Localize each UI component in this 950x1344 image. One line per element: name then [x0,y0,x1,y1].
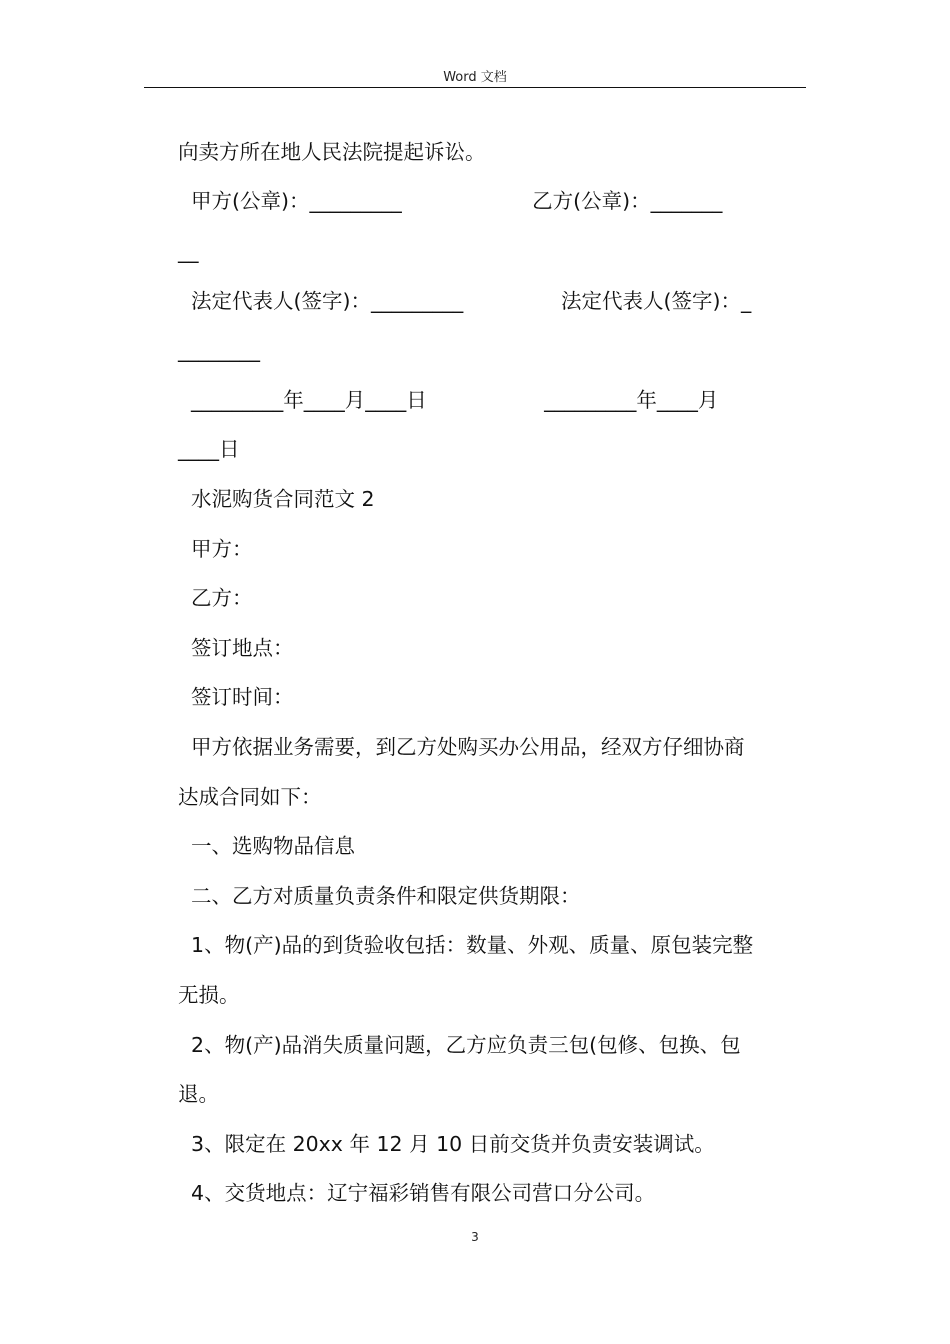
text-line: 4、交货地点：辽宁福彩销售有限公司营口分公司。 [178,1181,656,1205]
text-line: 签订地点： [178,636,294,660]
text-line: ____日 [178,437,240,461]
text-line: 乙方： [178,586,253,610]
text-line: 甲方依据业务需要，到乙方处购买办公用品，经双方仔细协商 [178,735,745,759]
section-title: 水泥购货合同范文 2 [178,487,375,511]
text-line: 2、物(产)品消失质量问题，乙方应负责三包(包修、包换、包 [178,1033,741,1057]
text-line: 甲方： [178,537,253,561]
text-line: __ [178,239,199,263]
text-line: 一、选购物品信息 [178,834,356,858]
text-line: 达成合同如下： [178,785,322,809]
header-divider [144,87,806,88]
text-line: 无损。 [178,983,240,1007]
page-number: 3 [471,1230,479,1244]
text-line: ________ [178,338,260,362]
page-header-title: Word 文档 [443,70,507,85]
text-line: 退。 [178,1082,219,1106]
text-line: 向卖方所在地人民法院提起诉讼。 [178,140,486,164]
text-line: 签订时间： [178,685,294,709]
text-line: _________年____月____日 _________年____月 [178,388,719,412]
text-line: 法定代表人(签字)：_________ 法定代表人(签字)：_ [178,289,752,313]
text-line: 甲方(公章)：_________ 乙方(公章)：_______ [178,189,723,213]
text-line: 1、物(产)品的到货验收包括：数量、外观、质量、原包装完整 [178,933,754,957]
text-line: 二、乙方对质量负责条件和限定供货期限： [178,884,581,908]
text-line: 3、限定在 20xx 年 12 月 10 日前交货并负责安装调试。 [178,1132,715,1156]
